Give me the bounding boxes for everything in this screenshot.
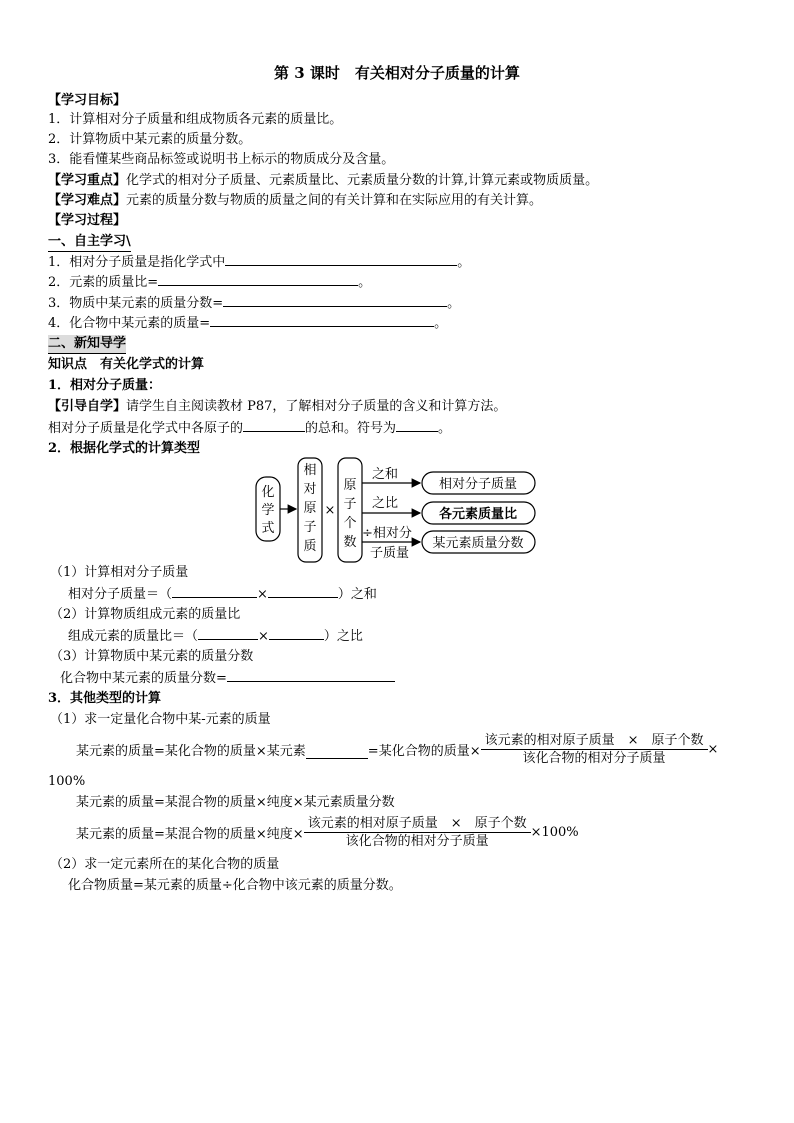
blank-line[interactable] xyxy=(210,314,434,327)
calculation-flow-diagram xyxy=(250,456,550,564)
guide-text: 请学生自主阅读教材 P87，了解相对分子质量的含义和计算方法。 xyxy=(126,399,507,414)
blank-line[interactable] xyxy=(396,419,438,432)
formula-3 xyxy=(76,815,579,850)
formula-4: 化合物质量=某元素的质量÷化合物中该元素的质量分数。 xyxy=(68,878,402,893)
relative-atomic-mass-label: 对 xyxy=(303,482,317,497)
blank-line[interactable] xyxy=(268,585,338,598)
blank-line[interactable] xyxy=(227,669,395,682)
blank-line[interactable] xyxy=(243,419,305,432)
other-heading: 3．其他类型的计算 xyxy=(48,691,162,706)
self-study-heading xyxy=(48,233,131,252)
sub-heading-1: 1．相对分子质量： xyxy=(48,378,162,393)
formula-text: ×100% xyxy=(530,825,579,840)
difficulty-label: 【学习难点】 xyxy=(48,193,127,208)
atom-count-label: 数 xyxy=(343,535,357,550)
key-point xyxy=(48,172,598,190)
question-1-title: （1）求一定量化合物中某-元素的质量 xyxy=(50,712,271,727)
page-title: 第 3 课时 有关相对分子质量的计算 xyxy=(274,64,520,82)
formula-text: =某化合物的质量× xyxy=(367,744,481,759)
self-study-item-1 xyxy=(48,253,470,272)
guide-label: 【引导自学】 xyxy=(48,399,127,414)
blank-line[interactable] xyxy=(223,294,447,307)
formula-text: 某元素的质量=某混合物的质量×纯度× xyxy=(76,827,304,842)
blank-line[interactable] xyxy=(225,253,457,266)
formula-1 xyxy=(76,732,718,767)
period: 。 xyxy=(438,421,452,436)
calc-3-formula xyxy=(60,669,395,688)
relative-atomic-mass-label: 原 xyxy=(303,501,317,516)
calc-2-title: （2）计算物质组成元素的质量比 xyxy=(50,607,241,622)
atom-count-label: 原 xyxy=(343,478,357,493)
times-sign: × xyxy=(324,503,336,518)
difficulty-text: 元素的质量分数与物质的质量之间的有关计算和在实际应用的有关计算。 xyxy=(126,193,543,208)
process-heading: 【学习过程】 xyxy=(48,213,127,228)
self-study-item-4-text: 4．化合物中某元素的质量= xyxy=(48,316,211,331)
op-divide-label: 子质量 xyxy=(370,546,410,561)
times-sign: × xyxy=(257,587,268,602)
definition-part-2: 的总和。符号为 xyxy=(305,421,397,436)
self-study-item-1-text: 1．相对分子质量是指化学式中 xyxy=(48,255,226,270)
op-divide-label: ÷相对分 xyxy=(362,526,412,541)
period: 。 xyxy=(457,255,471,270)
relative-molecular-mass-label: 相对分子质量 xyxy=(438,477,518,492)
fraction xyxy=(481,732,708,767)
blank-line[interactable] xyxy=(198,627,258,640)
atom-count-label: 个 xyxy=(343,516,357,531)
percent-100: 100% xyxy=(48,774,86,789)
relative-atomic-mass-label: 质 xyxy=(303,539,317,554)
fraction-denominator: 该化合物的相对分子质量 xyxy=(345,834,489,849)
calc-1-title: （1）计算相对分子质量 xyxy=(50,565,189,580)
objectives-heading: 【学习目标】 xyxy=(48,93,127,108)
formula-text: ）之比 xyxy=(323,629,363,644)
op-sum-label: 之和 xyxy=(372,467,399,482)
fraction xyxy=(304,815,531,850)
definition-line xyxy=(48,419,451,438)
times-sign: × xyxy=(707,742,719,757)
formula-text: 化合物中某元素的质量分数= xyxy=(60,671,227,686)
relative-atomic-mass-label: 相 xyxy=(303,463,317,478)
formula-text: 组成元素的质量比＝（ xyxy=(68,629,199,644)
blank-line[interactable] xyxy=(306,746,368,759)
sub-heading-2: 2．根据化学式的计算类型 xyxy=(48,441,201,456)
atom-count-label: 子 xyxy=(343,497,357,512)
period: 。 xyxy=(447,296,461,311)
self-study-item-3-text: 3．物质中某元素的质量分数= xyxy=(48,296,224,311)
fraction-denominator: 该化合物的相对分子质量 xyxy=(522,751,666,766)
self-study-item-2 xyxy=(48,273,371,292)
difficulty xyxy=(48,192,542,210)
key-point-label: 【学习重点】 xyxy=(48,173,127,188)
objective-2: 2．计算物质中某元素的质量分数。 xyxy=(48,132,252,147)
element-mass-fraction-label: 某元素质量分数 xyxy=(432,536,524,551)
guide-self-study xyxy=(48,398,506,416)
self-study-heading-text: 一、自主学习\ xyxy=(48,233,131,252)
new-study-heading-text: 二、新知导学 xyxy=(48,335,126,354)
self-study-item-2-text: 2．元素的质量比= xyxy=(48,275,159,290)
op-ratio-label: 之比 xyxy=(372,496,399,511)
question-2-title: （2）求一定元素所在的某化合物的质量 xyxy=(50,857,280,872)
key-point-text: 化学式的相对分子质量、元素质量比、元素质量分数的计算,计算元素或物质质量。 xyxy=(126,173,599,188)
formula-2: 某元素的质量=某混合物的质量×纯度×某元素质量分数 xyxy=(76,795,395,810)
relative-atomic-mass-label: 子 xyxy=(303,520,317,535)
fraction-numerator: 该元素的相对原子质量 × 原子个数 xyxy=(481,732,708,750)
chemical-formula-label: 式 xyxy=(261,521,275,536)
times-sign: × xyxy=(258,629,269,644)
knowledge-point: 知识点 有关化学式的计算 xyxy=(48,357,205,372)
period: 。 xyxy=(358,275,372,290)
blank-line[interactable] xyxy=(172,585,257,598)
formula-text: ）之和 xyxy=(337,587,377,602)
blank-line[interactable] xyxy=(269,627,324,640)
fraction-numerator: 该元素的相对原子质量 × 原子个数 xyxy=(304,815,531,833)
calc-1-formula xyxy=(68,585,377,604)
new-study-heading xyxy=(48,335,126,354)
chemical-formula-label: 化 xyxy=(261,485,275,500)
element-mass-ratio-label: 各元素质量比 xyxy=(438,507,518,522)
self-study-item-4 xyxy=(48,314,447,333)
objective-1: 1．计算相对分子质量和组成物质各元素的质量比。 xyxy=(48,112,343,127)
chemical-formula-label: 学 xyxy=(261,503,275,518)
self-study-item-3 xyxy=(48,294,460,313)
calc-2-formula xyxy=(68,627,363,646)
objective-3: 3．能看懂某些商品标签或说明书上标示的物质成分及含量。 xyxy=(48,152,395,167)
formula-text: 相对分子质量＝（ xyxy=(68,587,173,602)
period: 。 xyxy=(434,316,448,331)
calc-3-title: （3）计算物质中某元素的质量分数 xyxy=(50,649,254,664)
definition-part-1: 相对分子质量是化学式中各原子的 xyxy=(48,421,244,436)
formula-text: 某元素的质量=某化合物的质量×某元素 xyxy=(76,744,306,759)
blank-line[interactable] xyxy=(158,273,358,286)
